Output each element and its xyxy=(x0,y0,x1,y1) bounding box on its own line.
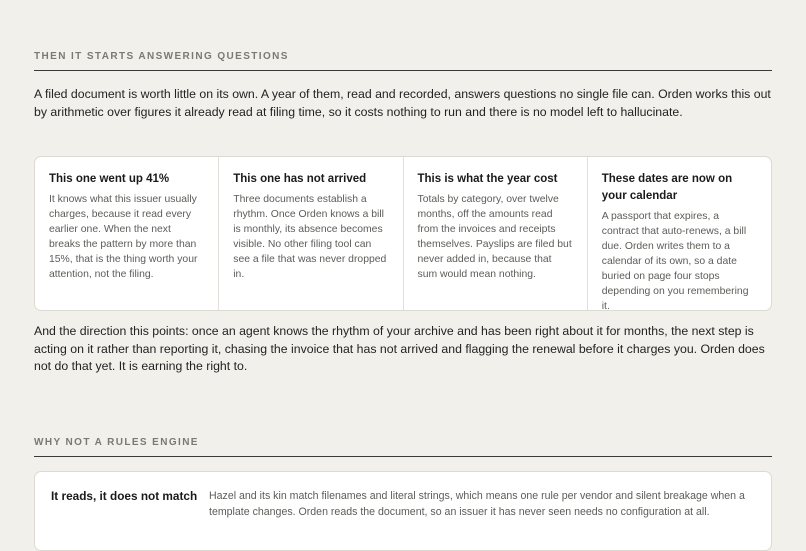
feature-card-year-cost xyxy=(404,157,588,310)
card-body: A passport that expires, a contract that auto-renews, a bill due. Orden writes them to a calendar of its own, so a date buried on page four stops depending on you remembering it. xyxy=(601,211,749,312)
card-title: This one went up 41% xyxy=(49,173,170,185)
card-body: It knows what this issuer usually charges, because it read every earlier one. When the next breaks the pattern by more than 15%, that is the thing worth your attention, not the filing. xyxy=(49,194,198,280)
feature-cards xyxy=(34,156,772,311)
comparison-row xyxy=(34,471,772,551)
card-title: This is what the year cost xyxy=(417,173,558,185)
feature-card-price-increase xyxy=(35,157,219,310)
feature-card-missing-document xyxy=(219,157,403,310)
comparison-body: Hazel and its kin match filenames and literal strings, which means one rule per vendor and silent breakage when a template changes. Orden reads the document, so an issuer it has never seen needs no configuration at all. xyxy=(209,490,745,518)
section-header-rules-engine xyxy=(34,437,772,457)
card-body: Three documents establish a rhythm. Once Orden knows a bill is monthly, its absence becomes visible. No other filing tool can see a file that was never dropped in. xyxy=(233,194,387,280)
intro-paragraph: A filed document is worth little on its own. A year of them, read and recorded, answers questions no single file can. Orden works this out by arithmetic over figures it already read at filing time, so it costs nothing to run and there is no model left to hallucinate. xyxy=(34,87,771,119)
card-body: Totals by category, over twelve months, off the amounts read from the invoices and receipts themselves. Payslips are filed but never added in, because that sum would mean nothing. xyxy=(417,194,572,280)
section-header-answering-questions xyxy=(34,51,772,71)
section-label: WHY NOT A RULES ENGINE xyxy=(34,437,199,448)
section-label: THEN IT STARTS ANSWERING QUESTIONS xyxy=(34,51,289,62)
comparison-title: It reads, it does not match xyxy=(51,489,198,503)
card-title: These dates are now on your calendar xyxy=(601,173,733,202)
feature-card-calendar-dates xyxy=(588,157,771,310)
card-title: This one has not arrived xyxy=(233,173,367,185)
outro-paragraph: And the direction this points: once an agent knows the rhythm of your archive and has been right about it for months, the next step is acting on it rather than reporting it, chasing the invoice that has not arrived and flagging the renewal before it charges you. Orden does not do that yet. It is earning the right to. xyxy=(34,324,765,373)
